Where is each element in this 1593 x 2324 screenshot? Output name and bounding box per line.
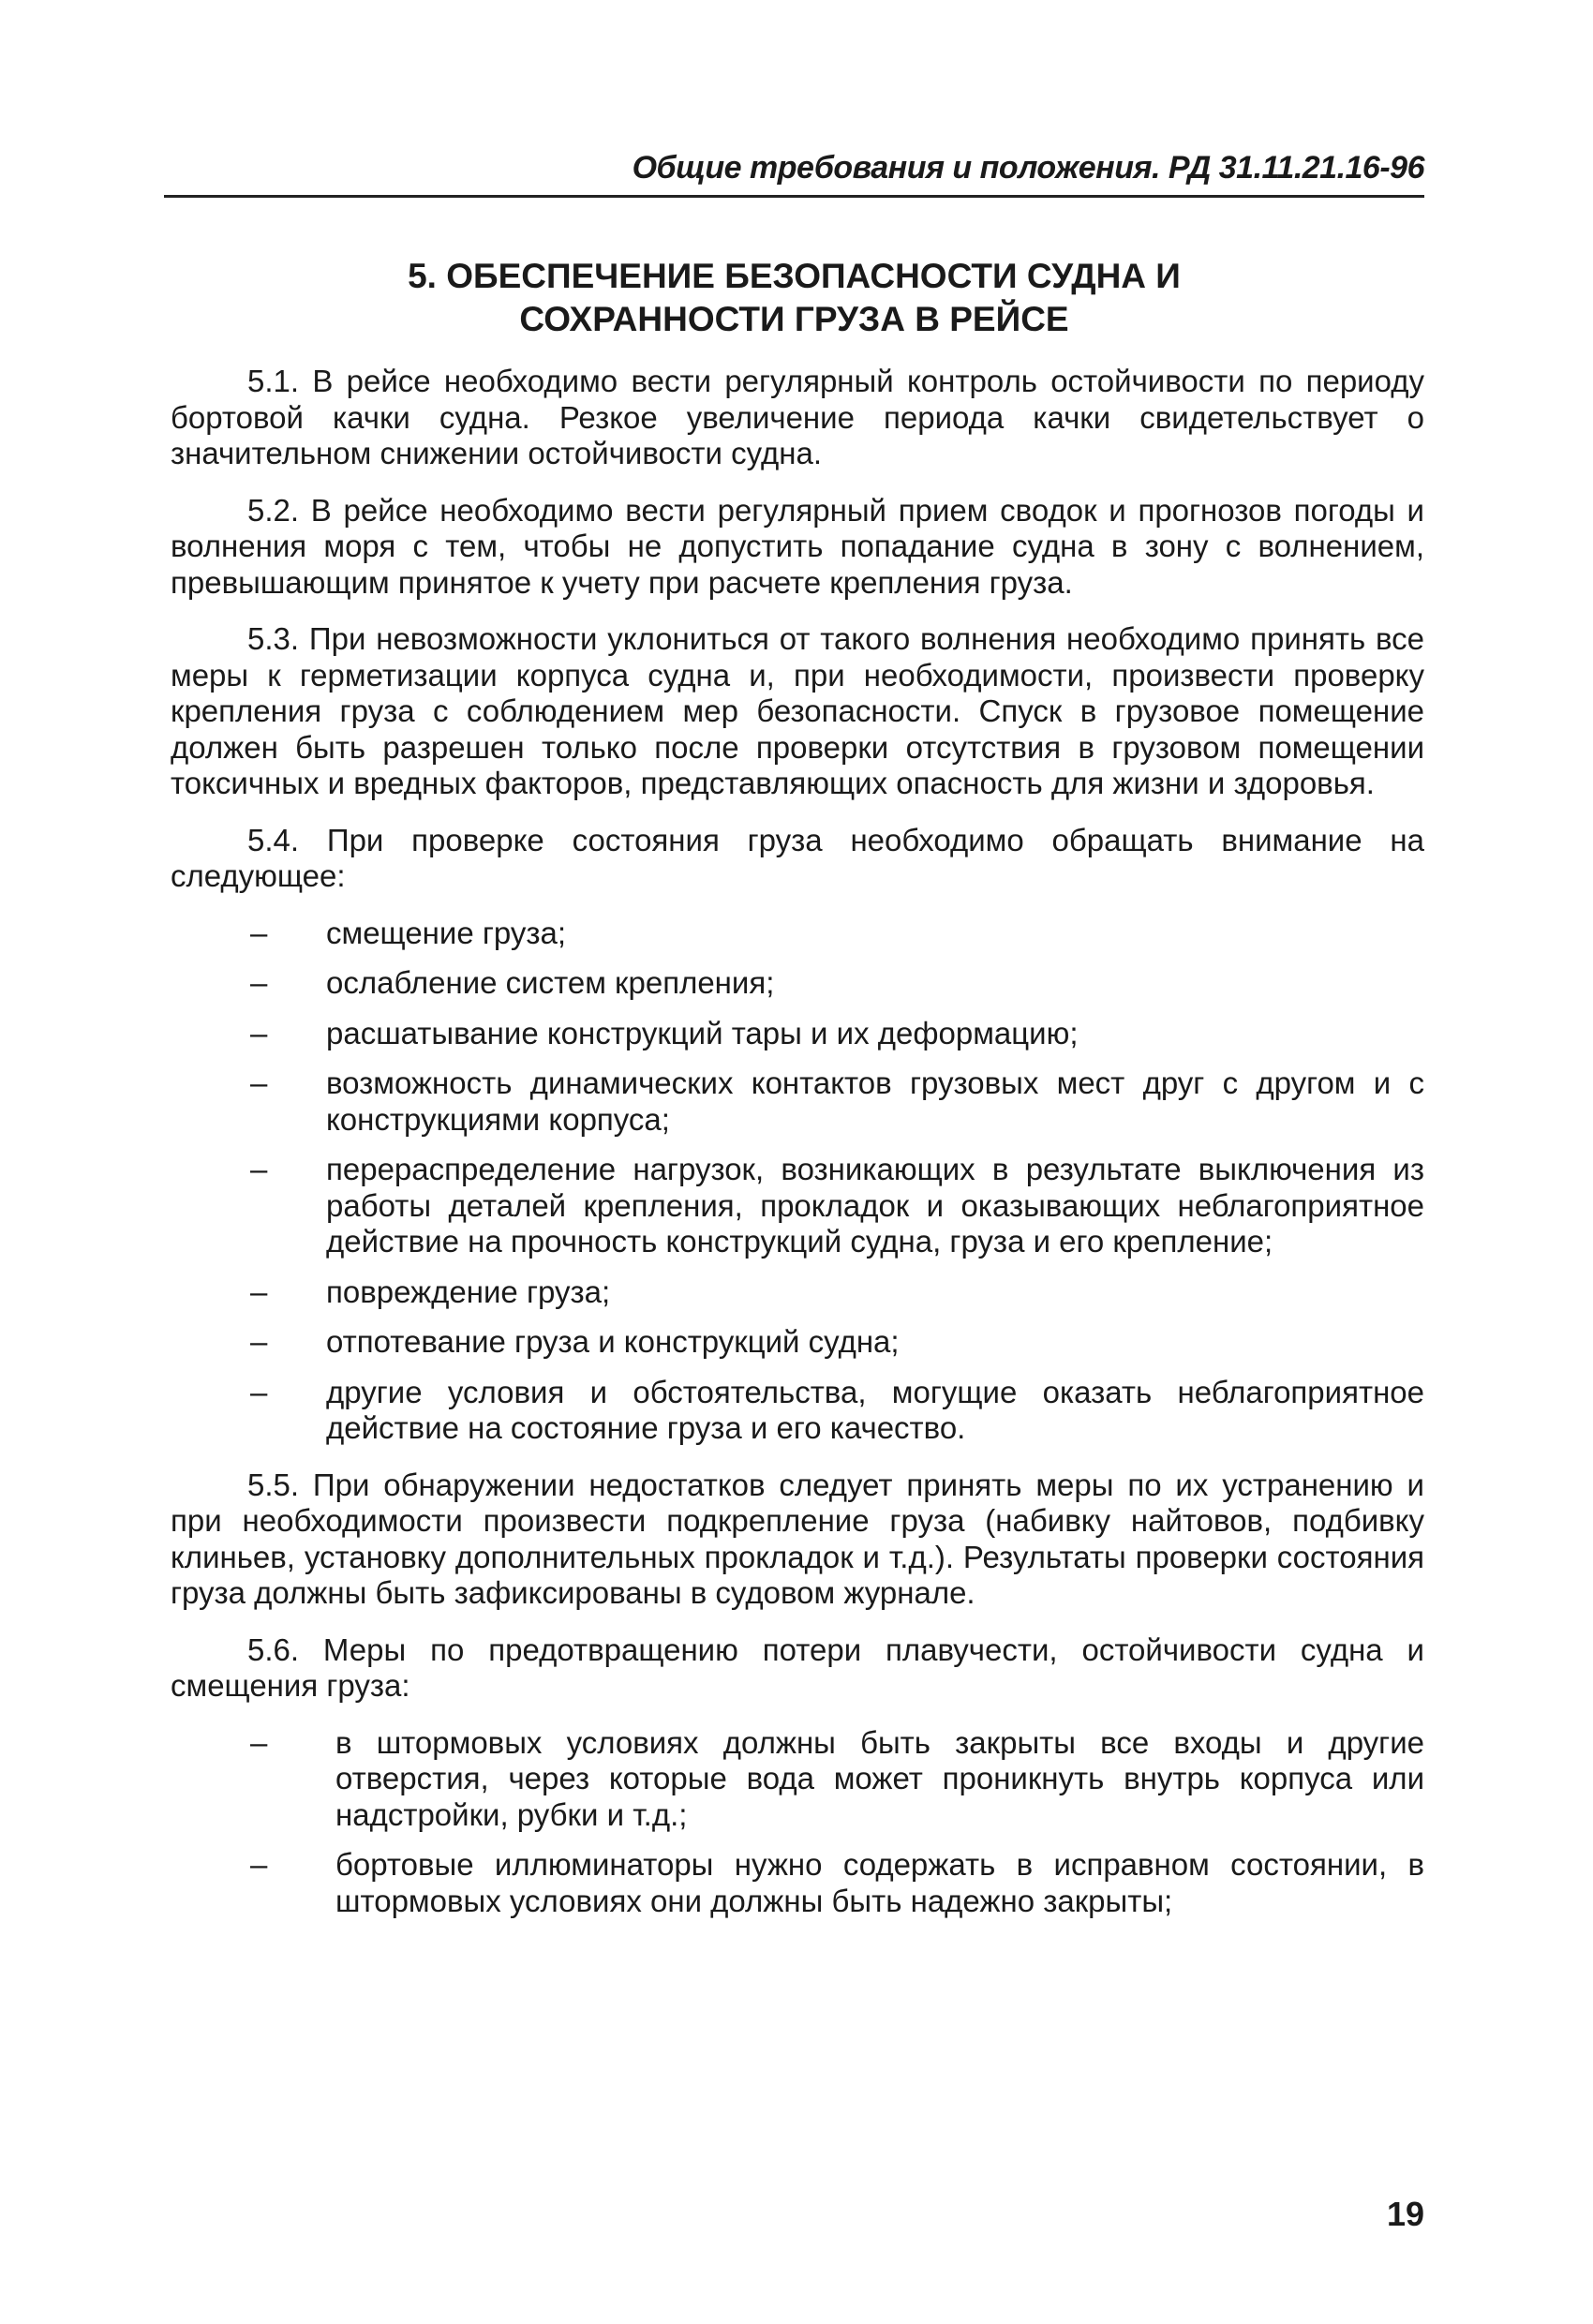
list-dash: – <box>250 1015 268 1050</box>
list-dash: – <box>250 1374 268 1409</box>
list-item-text: в штормовых условиях должны быть закрыты все входы и другие отверстия, через которые вода может проникнуть внутрь корпуса или надстройки, рубки и т.д.; <box>335 1724 1424 1832</box>
list-dash: – <box>250 1065 268 1100</box>
list-dash: – <box>250 1274 268 1309</box>
list-item-text: отпотевание груза и конструкций судна; <box>326 1324 900 1359</box>
list-item-text: смещение груза; <box>326 915 567 950</box>
list-item <box>171 1725 1424 1834</box>
paragraph-5-6: 5.6. Меры по предотвращению потери плавучести, остойчивости судна и смещения груза: <box>171 1631 1424 1703</box>
list-item-text: перераспределение нагрузок, возникающих в результате выключения из работы деталей крепления, прокладок и оказывающих неблагоприятное действие на прочность конструкций судна, груза и его крепление; <box>326 1152 1424 1259</box>
list-item <box>171 1324 1424 1361</box>
list-item <box>171 965 1424 1002</box>
paragraph-5-2: 5.2. В рейсе необходимо вести регулярный прием сводок и прогнозов погоды и волнения моря с тем, чтобы не допустить попадание судна в зону с волнением, превышающим принятое к учету при расчете крепления груза. <box>171 492 1424 600</box>
section-title-line-2: СОХРАННОСТИ ГРУЗА В РЕЙСЕ <box>519 300 1069 338</box>
list-item-text: бортовые иллюминаторы нужно содержать в исправном состоянии, в штормовых условиях они должны быть надежно закрыты; <box>335 1847 1424 1918</box>
paragraph-5-3: 5.3. При невозможности уклониться от такого волнения необходимо принять все меры к герметизации корпуса судна и, при необходимости, произвести проверку крепления груза с соблюдением мер безопасности. Спуск в грузовое помещение должен быть разрешен только после проверки отсутствия в грузовом помещении токсичных и вредных факторов, представляющих опасность для жизни и здоровья. <box>171 621 1424 800</box>
list-item <box>171 1065 1424 1138</box>
list-dash: – <box>250 1152 268 1186</box>
list-item-text: ослабление систем крепления; <box>326 965 775 1000</box>
inspection-list <box>171 916 1424 1447</box>
list-dash: – <box>250 1324 268 1359</box>
list-item <box>171 1016 1424 1052</box>
list-item <box>171 1274 1424 1311</box>
paragraph-5-4: 5.4. При проверке состояния груза необходимо обращать внимание на следующее: <box>171 822 1424 893</box>
list-dash: – <box>250 1724 268 1760</box>
list-dash: – <box>250 1847 268 1882</box>
section-title-line-1: 5. ОБЕСПЕЧЕНИЕ БЕЗОПАСНОСТИ СУДНА И <box>408 257 1181 295</box>
list-item-text: другие условия и обстоятельства, могущие оказать неблагоприятное действие на состояние груза и его качество. <box>326 1374 1424 1445</box>
document-body <box>171 364 1424 1940</box>
measures-list <box>171 1725 1424 1920</box>
list-item <box>171 1847 1424 1919</box>
paragraph-5-5: 5.5. При обнаружении недостатков следует принять меры по их устранению и при необходимости произвести подкрепление груза (набивку найтовов, подбивку клиньев, установку дополнительных прокладок и т.д.). Результаты проверки состояния груза должны быть зафиксированы в судовом журнале. <box>171 1467 1424 1610</box>
list-dash: – <box>250 965 268 1000</box>
page-number: 19 <box>1386 2195 1424 2233</box>
list-item <box>171 916 1424 952</box>
list-item <box>171 1152 1424 1260</box>
paragraph-5-1: 5.1. В рейсе необходимо вести регулярный контроль остойчивости по периоду бортовой качки судна. Резкое увеличение периода качки свидетельствует о значительном снижении остойчивости судна. <box>171 364 1424 470</box>
section-title <box>164 255 1424 341</box>
list-item <box>171 1375 1424 1447</box>
list-item-text: повреждение груза; <box>326 1274 611 1309</box>
list-dash: – <box>250 915 268 950</box>
list-item-text: расшатывание конструкций тары и их деформацию; <box>326 1015 1079 1050</box>
list-item-text: возможность динамических контактов грузовых мест друг с другом и с конструкциями корпуса; <box>326 1065 1424 1137</box>
header-rule <box>164 195 1424 198</box>
running-header: Общие требования и положения. РД 31.11.21.16-96 <box>632 150 1424 186</box>
